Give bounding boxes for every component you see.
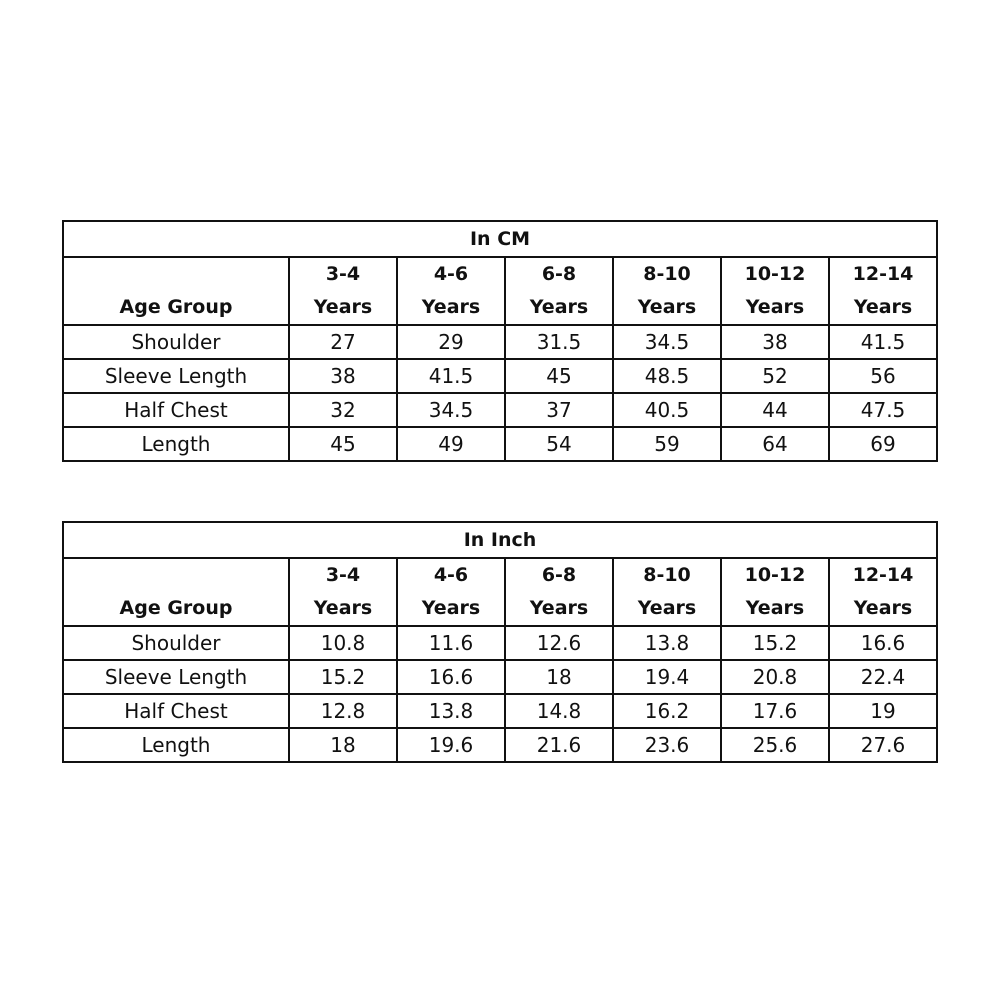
size-table-inch <box>62 521 938 763</box>
column-header <box>397 558 505 626</box>
column-header <box>289 558 397 626</box>
table-cell: 40.5 <box>613 393 721 427</box>
table-cell: 19.4 <box>613 660 721 694</box>
table-title: In Inch <box>63 522 937 558</box>
column-header <box>289 257 397 325</box>
row-label: Length <box>63 427 289 461</box>
column-range: 3-4 <box>325 263 361 285</box>
row-label: Half Chest <box>63 393 289 427</box>
column-header <box>505 257 613 325</box>
size-table-cm <box>62 220 938 462</box>
table-cell: 69 <box>829 427 937 461</box>
age-group-header: Age Group <box>63 558 289 626</box>
table-cell: 19 <box>829 694 937 728</box>
column-unit: Years <box>745 597 805 619</box>
table-row <box>63 393 937 427</box>
table-cell: 13.8 <box>613 626 721 660</box>
table-cell: 41.5 <box>829 325 937 359</box>
column-unit: Years <box>853 296 913 318</box>
column-unit: Years <box>421 597 481 619</box>
table-cell: 38 <box>721 325 829 359</box>
table-cell: 19.6 <box>397 728 505 762</box>
column-range: 6-8 <box>541 564 577 586</box>
column-header <box>613 257 721 325</box>
table-row <box>63 660 937 694</box>
table-cell: 20.8 <box>721 660 829 694</box>
table-row <box>63 728 937 762</box>
row-label: Shoulder <box>63 626 289 660</box>
column-unit: Years <box>637 296 697 318</box>
table-cell: 16.6 <box>397 660 505 694</box>
row-label: Half Chest <box>63 694 289 728</box>
table-cell: 27.6 <box>829 728 937 762</box>
column-unit: Years <box>745 296 805 318</box>
table-cell: 38 <box>289 359 397 393</box>
table-row <box>63 626 937 660</box>
column-header <box>613 558 721 626</box>
table-cell: 54 <box>505 427 613 461</box>
column-unit: Years <box>313 597 373 619</box>
table-header-row <box>63 558 937 626</box>
table-cell: 22.4 <box>829 660 937 694</box>
table-title-row <box>63 221 937 257</box>
table-cell: 64 <box>721 427 829 461</box>
table-cell: 45 <box>289 427 397 461</box>
column-header <box>397 257 505 325</box>
table-cell: 18 <box>505 660 613 694</box>
column-unit: Years <box>529 597 589 619</box>
table-cell: 12.6 <box>505 626 613 660</box>
column-range: 12-14 <box>852 263 914 285</box>
table-header-row <box>63 257 937 325</box>
table-cell: 44 <box>721 393 829 427</box>
column-header <box>829 558 937 626</box>
row-label: Shoulder <box>63 325 289 359</box>
table-cell: 27 <box>289 325 397 359</box>
row-label: Length <box>63 728 289 762</box>
table-row <box>63 427 937 461</box>
table-cell: 32 <box>289 393 397 427</box>
age-group-header: Age Group <box>63 257 289 325</box>
table-cell: 25.6 <box>721 728 829 762</box>
column-header <box>721 257 829 325</box>
table-cell: 29 <box>397 325 505 359</box>
table-cell: 12.8 <box>289 694 397 728</box>
table-row <box>63 359 937 393</box>
table-cell: 49 <box>397 427 505 461</box>
table-cell: 47.5 <box>829 393 937 427</box>
column-range: 8-10 <box>643 564 691 586</box>
table-cell: 13.8 <box>397 694 505 728</box>
column-range: 3-4 <box>325 564 361 586</box>
table-cell: 11.6 <box>397 626 505 660</box>
table-cell: 14.8 <box>505 694 613 728</box>
table-cell: 23.6 <box>613 728 721 762</box>
table-cell: 34.5 <box>397 393 505 427</box>
table-title-row <box>63 522 937 558</box>
table-title: In CM <box>63 221 937 257</box>
column-header <box>721 558 829 626</box>
table-cell: 52 <box>721 359 829 393</box>
column-unit: Years <box>853 597 913 619</box>
column-header <box>505 558 613 626</box>
column-unit: Years <box>421 296 481 318</box>
table-cell: 16.6 <box>829 626 937 660</box>
row-label: Sleeve Length <box>63 359 289 393</box>
column-unit: Years <box>313 296 373 318</box>
column-range: 4-6 <box>433 564 469 586</box>
table-cell: 10.8 <box>289 626 397 660</box>
column-range: 10-12 <box>744 564 806 586</box>
column-unit: Years <box>637 597 697 619</box>
table-cell: 15.2 <box>289 660 397 694</box>
table-cell: 15.2 <box>721 626 829 660</box>
column-range: 8-10 <box>643 263 691 285</box>
table-cell: 16.2 <box>613 694 721 728</box>
column-range: 6-8 <box>541 263 577 285</box>
table-cell: 34.5 <box>613 325 721 359</box>
table-cell: 41.5 <box>397 359 505 393</box>
table-cell: 17.6 <box>721 694 829 728</box>
table-row <box>63 694 937 728</box>
table-cell: 48.5 <box>613 359 721 393</box>
table-cell: 31.5 <box>505 325 613 359</box>
table-cell: 59 <box>613 427 721 461</box>
column-range: 10-12 <box>744 263 806 285</box>
table-cell: 45 <box>505 359 613 393</box>
column-range: 4-6 <box>433 263 469 285</box>
table-cell: 21.6 <box>505 728 613 762</box>
column-unit: Years <box>529 296 589 318</box>
table-cell: 56 <box>829 359 937 393</box>
table-cell: 18 <box>289 728 397 762</box>
column-header <box>829 257 937 325</box>
column-range: 12-14 <box>852 564 914 586</box>
table-row <box>63 325 937 359</box>
table-cell: 37 <box>505 393 613 427</box>
row-label: Sleeve Length <box>63 660 289 694</box>
